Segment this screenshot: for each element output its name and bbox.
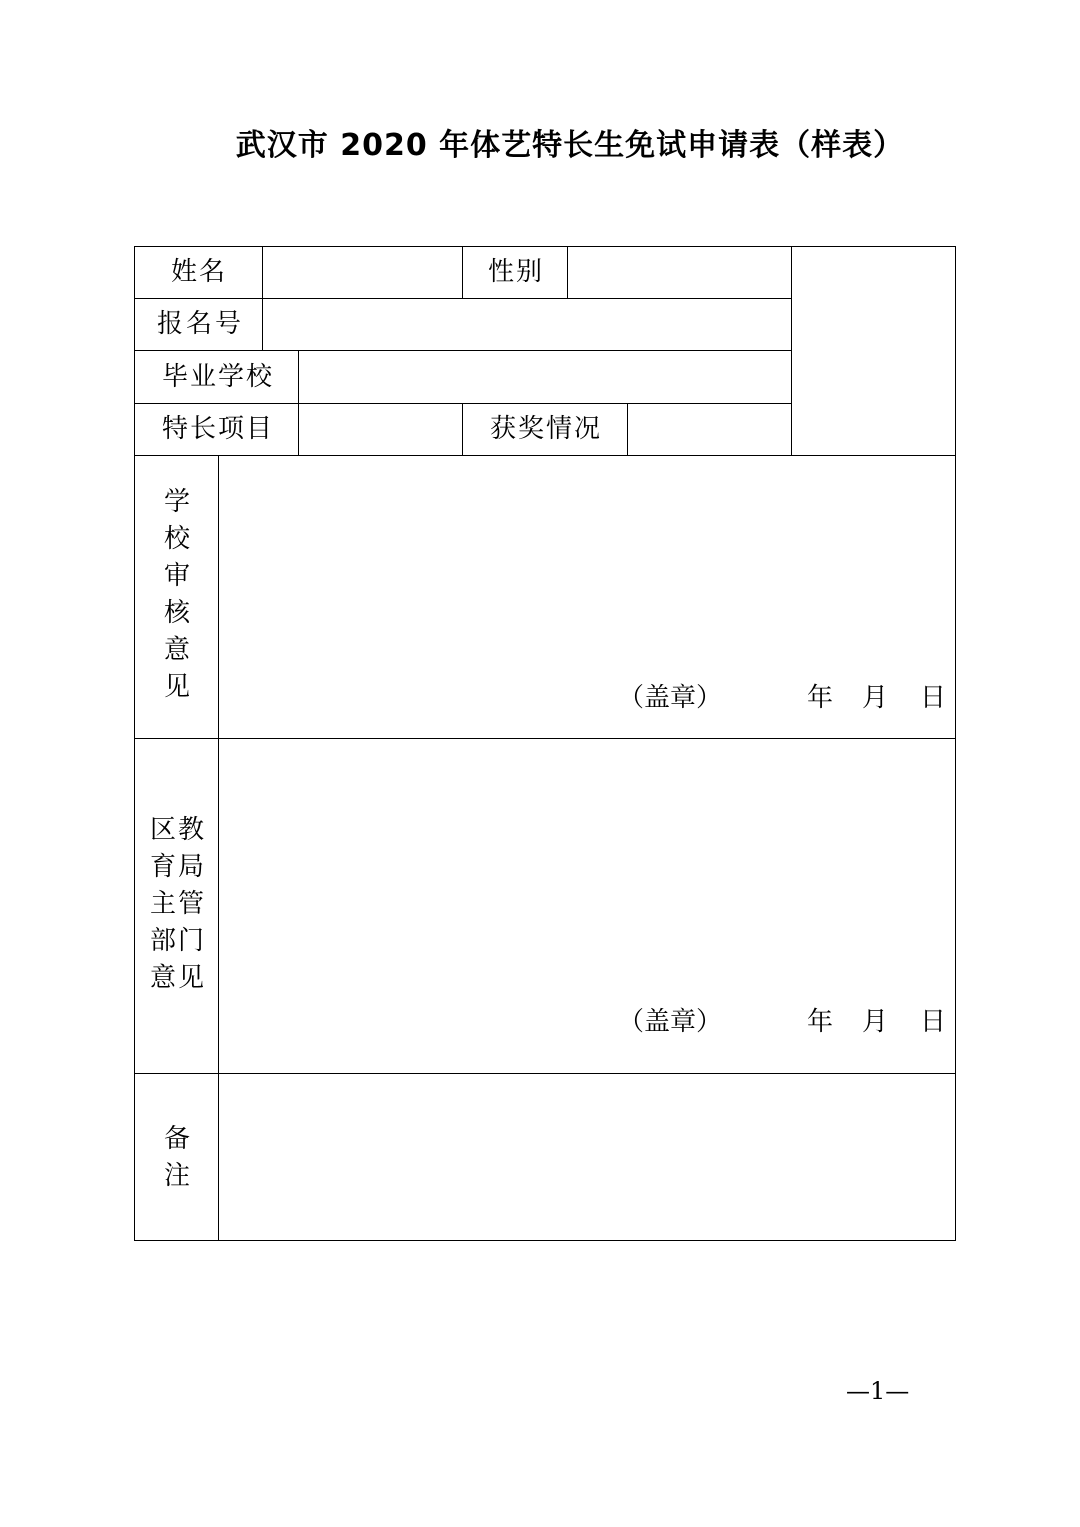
remarks-field[interactable] bbox=[219, 1074, 955, 1240]
form-title: 武汉市 2020 年体艺特长生免试申请表（样表） bbox=[235, 128, 905, 163]
table-border-left bbox=[134, 246, 135, 1241]
district-seal-text: （盖章） bbox=[618, 1007, 723, 1037]
col-divider bbox=[462, 246, 463, 298]
district-year-text: 年 bbox=[807, 1007, 834, 1037]
gender-field[interactable] bbox=[568, 247, 791, 298]
school-seal-text: （盖章） bbox=[618, 683, 723, 713]
name-label: 姓名 bbox=[171, 257, 228, 287]
school-review-field[interactable] bbox=[219, 456, 955, 738]
table-border-right bbox=[955, 246, 956, 1241]
school-day-text: 日 bbox=[920, 683, 947, 713]
page-number: —1— bbox=[846, 1377, 910, 1405]
specialty-label: 特长项目 bbox=[162, 414, 275, 444]
graduating-school-label: 毕业学校 bbox=[162, 362, 275, 392]
col-divider bbox=[462, 403, 463, 455]
photo-cell bbox=[792, 247, 955, 455]
specialty-field[interactable] bbox=[299, 404, 462, 455]
awards-label: 获奖情况 bbox=[490, 414, 603, 444]
gender-label: 性别 bbox=[488, 257, 545, 287]
registration-number-label: 报名号 bbox=[157, 309, 245, 339]
district-review-field[interactable] bbox=[219, 739, 955, 1073]
district-day-text: 日 bbox=[920, 1007, 947, 1037]
registration-number-field[interactable] bbox=[263, 299, 791, 350]
district-month-text: 月 bbox=[862, 1007, 889, 1037]
name-field[interactable] bbox=[263, 247, 462, 298]
graduating-school-field[interactable] bbox=[299, 351, 791, 403]
school-month-text: 月 bbox=[862, 683, 889, 713]
school-review-label: 学校审核意见 bbox=[163, 487, 190, 702]
district-review-label: 区教育局主管部门意见 bbox=[150, 815, 207, 993]
school-year-text: 年 bbox=[807, 683, 834, 713]
awards-field[interactable] bbox=[628, 404, 791, 455]
table-border-bottom bbox=[134, 1240, 956, 1241]
remarks-label: 备注 bbox=[163, 1124, 190, 1191]
